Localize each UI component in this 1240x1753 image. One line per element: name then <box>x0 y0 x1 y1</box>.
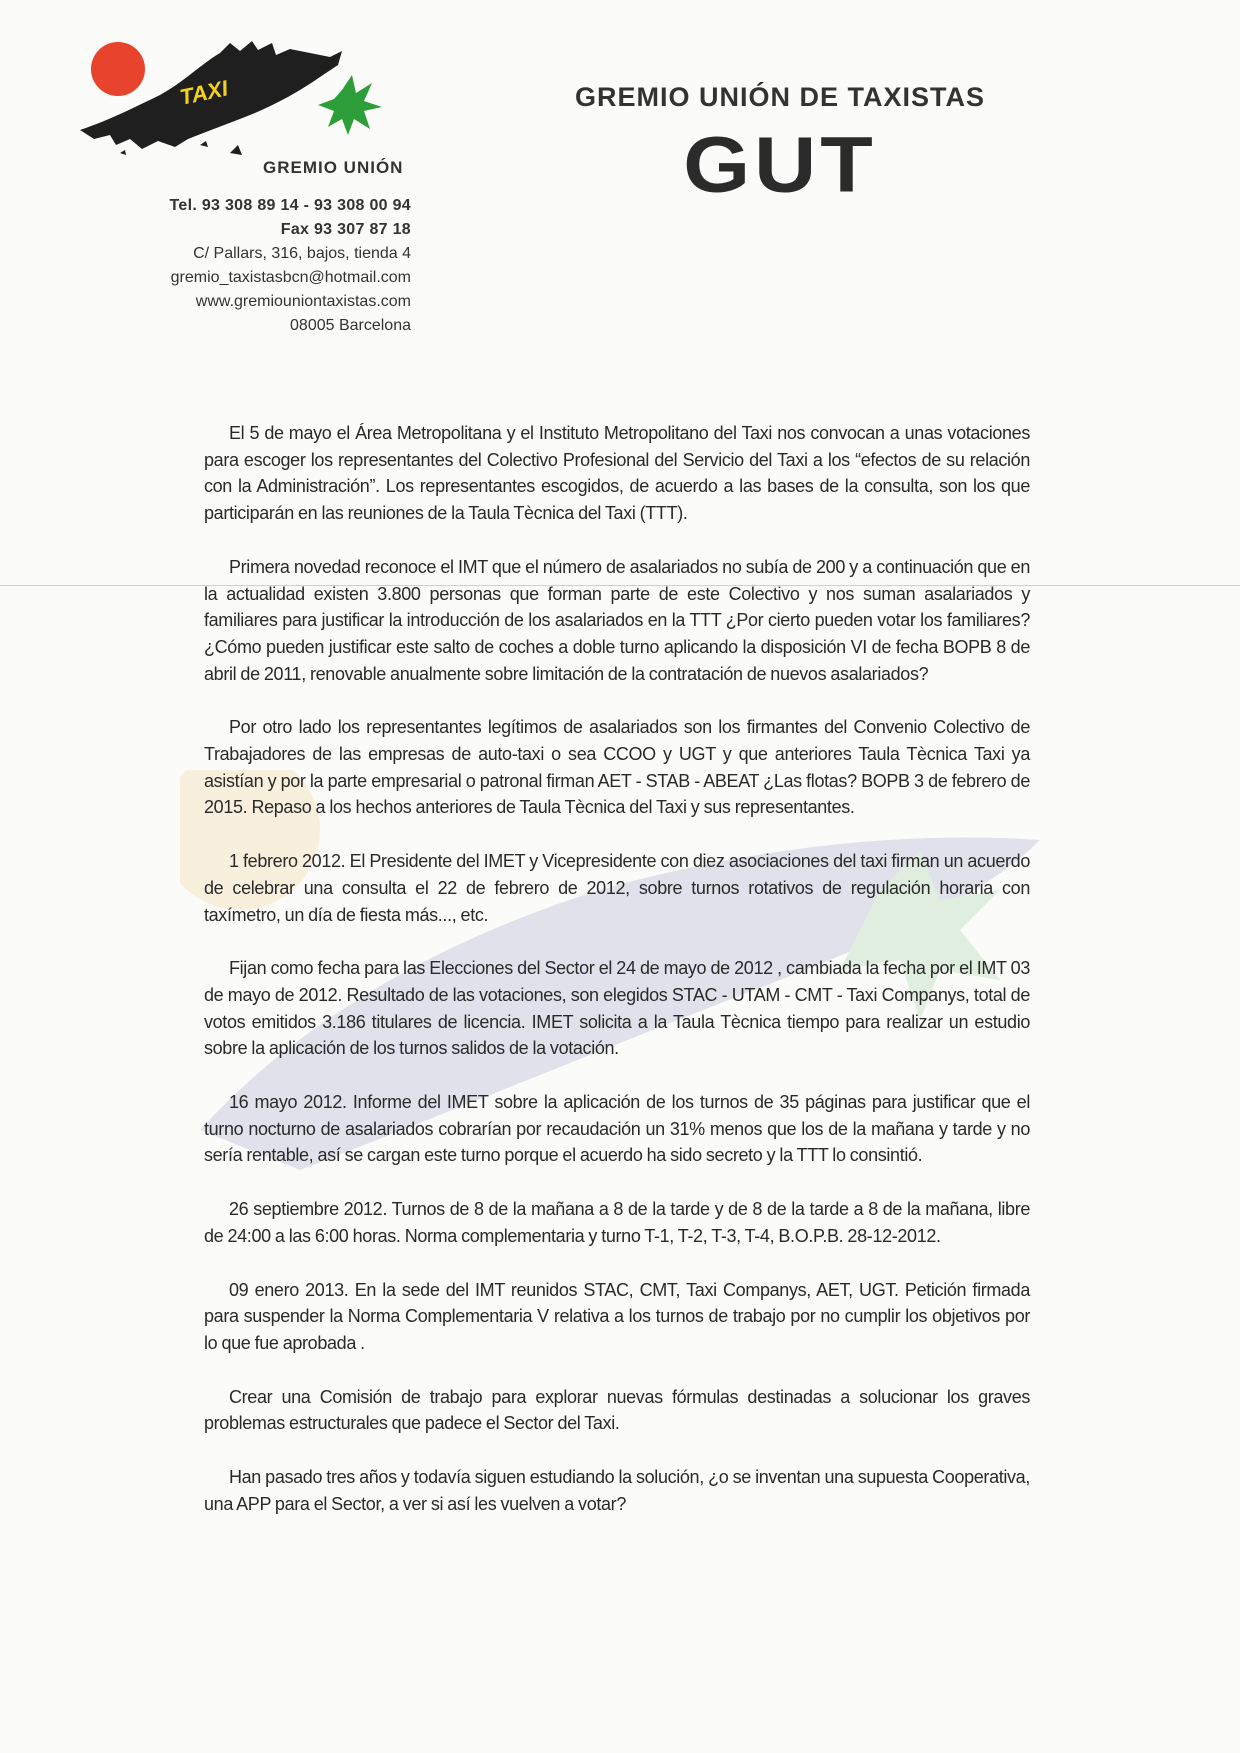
gremio-union-label: GREMIO UNIÓN <box>263 158 404 177</box>
contact-block <box>111 194 411 338</box>
phone-number: Tel. 93 308 89 14 - 93 308 00 94 <box>169 197 411 214</box>
email-address: gremio_taxistasbcn@hotmail.com <box>170 269 411 286</box>
paragraph: 16 mayo 2012. Informe del IMET sobre la aplicación de los turnos de 35 páginas para justificar que el turno nocturno de asalariados cobrarían por recaudación un 31% menos que los de la mañana y tarde y no sería rentable, así se cargan este turno porque el acuerdo ha sido secreto y la TTT lo consintió. <box>204 1092 1030 1166</box>
paragraph: Primera novedad reconoce el IMT que el número de asalariados no subía de 200 y a continuación que en la actualidad existen 3.800 personas que forman parte de este Colectivo y nos suman asalariados y familiares para justificar la introducción de los asalariados en la TTT ¿Por cierto pueden votar los familiares? ¿Cómo pueden justificar este salto de coches a doble turno aplicando la disposición VI de fecha BOPB 8 de abril de 2011, renovable anualmente sobre limitación de la contratación de nuevos asalariados? <box>204 556 1030 684</box>
organization-acronym: GUT <box>683 120 877 210</box>
paragraph: El 5 de mayo el Área Metropolitana y el Instituto Metropolitano del Taxi nos convocan a unas votaciones para escoger los representantes del Colectivo Profesional del Servicio del Taxi a los “efectos de su relación con la Administración”. Los representantes escogidos, de acuerdo a las bases de la consulta, son los que participarán en las reuniones de la Taula Tècnica del Taxi (TTT). <box>204 423 1030 524</box>
fax-number: Fax 93 307 87 18 <box>280 221 411 238</box>
letter-body <box>204 420 1030 1545</box>
logo-red-sun <box>91 42 145 96</box>
paragraph: Fijan como fecha para las Elecciones del Sector el 24 de mayo de 2012 , cambiada la fecha por el IMT 03 de mayo de 2012. Resultado de las votaciones, son elegidos STAC - UTAM - CMT - Taxi Companys, total de votos emitidos 3.186 titulares de licencia. IMET solicita a la Taula Tècnica tiempo para realizar un estudio sobre la aplicación de los turnos salidos de la votación. <box>204 958 1030 1059</box>
website: www.gremiouniontaxistas.com <box>195 293 411 310</box>
logo-taxi-text: TAXI <box>177 75 231 110</box>
paragraph: 1 febrero 2012. El Presidente del IMET y Vicepresidente con diez asociaciones del taxi firman un acuerdo de celebrar una consulta el 22 de febrero de 2012, sobre turnos rotativos de regulación horaria con taxímetro, un día de fiesta más..., etc. <box>204 851 1030 925</box>
paragraph: Crear una Comisión de trabajo para explorar nuevas fórmulas destinadas a solucionar los graves problemas estructurales que padece el Sector del Taxi. <box>204 1386 1030 1434</box>
organization-name: GREMIO UNIÓN DE TAXISTAS <box>574 82 985 112</box>
paragraph: 09 enero 2013. En la sede del IMT reunidos STAC, CMT, Taxi Companys, AET, UGT. Petición firmada para suspender la Norma Complementaria V relativa a los turnos de trabajo por no cumplir los objetivos por lo que fue aprobada . <box>204 1279 1030 1353</box>
street-address: C/ Pallars, 316, bajos, tienda 4 <box>193 245 411 262</box>
paragraph: Han pasado tres años y todavía siguen estudiando la solución, ¿o se inventan una supuesta Cooperativa, una APP para el Sector, a ver si así les vuelven a votar? <box>204 1467 1030 1514</box>
postal-city: 08005 Barcelona <box>290 317 411 334</box>
taxi-logo <box>80 35 420 165</box>
logo-green-star <box>318 75 382 135</box>
paragraph: Por otro lado los representantes legítimos de asalariados son los firmantes del Convenio Colectivo de Trabajadores de las empresas de auto-taxi o sea CCOO y UGT y que anteriores Taula Tècnica Taxi ya asistían y por la parte empresarial o patronal firman AET - STAB - ABEAT ¿Las flotas? BOPB 3 de febrero de 2015. Repaso a los hechos anteriores de Taula Tècnica del Taxi y sus representantes. <box>204 717 1030 818</box>
paragraph: 26 septiembre 2012. Turnos de 8 de la mañana a 8 de la tarde y de 8 de la tarde a 8 de la mañana, libre de 24:00 a las 6:00 horas. Norma complementaria y turno T-1, T-2, T-3, T-4, B.O.P.B. 28-12-2012. <box>204 1199 1030 1246</box>
